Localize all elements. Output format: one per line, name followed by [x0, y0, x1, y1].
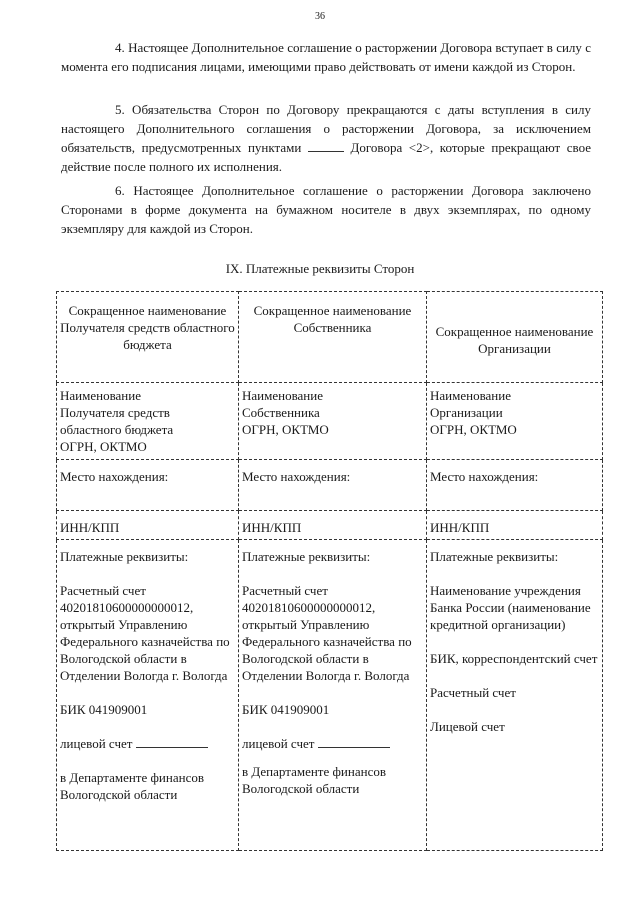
- owner-name-line: ОГРН, ОКТМО: [242, 422, 329, 437]
- recipient-payment-cell: [57, 540, 239, 851]
- owner-name-line: Собственника: [242, 405, 320, 420]
- organization-name-line: Организации: [430, 405, 503, 420]
- owner-payment-cell: [239, 540, 427, 851]
- recipient-place: Место нахождения:: [57, 460, 239, 511]
- organization-personal-account: Лицевой счет: [430, 719, 505, 734]
- clause-5-text-a: 5. Обязательства Сторон по Договору прекращаются с даты вступления в силу настоящего Дополнительного соглашения о расторжении Договора, за исключением обязательств, предусмотренных пунктами: [61, 102, 591, 155]
- payment-label: Платежные реквизиты:: [242, 549, 371, 564]
- clause-4-text: 4. Настоящее Дополнительное соглашение о расторжении Договора вступает в силу с момента его подписания лицами, имеющими право действовать от имени каждой из Сторон.: [61, 40, 591, 74]
- clause-5-text-b: Договора <2>, которые прекращают свое действие после полного их исполнения.: [61, 140, 592, 174]
- recipient-personal-account: [60, 735, 235, 752]
- owner-bik: БИК 041909001: [242, 702, 330, 717]
- payment-label: Платежные реквизиты:: [60, 549, 189, 564]
- recipient-name-line: областного бюджета: [60, 422, 174, 437]
- owner-name-cell: [239, 383, 427, 460]
- personal-account-blank[interactable]: [136, 735, 208, 748]
- recipient-name-line: ОГРН, ОКТМО: [60, 439, 147, 454]
- recipient-name-line: Получателя средств: [60, 405, 170, 420]
- organization-inn: ИНН/КПП: [427, 511, 603, 540]
- organization-name-line: ОГРН, ОКТМО: [430, 422, 517, 437]
- table-row-names: [57, 383, 603, 460]
- personal-account-blank[interactable]: [318, 735, 390, 748]
- recipient-name-line: Наименование: [60, 388, 141, 403]
- organization-name-cell: [427, 383, 603, 460]
- payment-label: Платежные реквизиты:: [430, 549, 559, 564]
- header-owner: Сокращенное наименование Собственника: [239, 292, 427, 383]
- page-number: 36: [315, 11, 325, 22]
- organization-account: Расчетный счет: [430, 685, 516, 700]
- organization-name-line: Наименование: [430, 388, 511, 403]
- owner-place: Место нахождения:: [239, 460, 427, 511]
- recipient-department: в Департаменте финансов Вологодской области: [60, 770, 204, 802]
- clause-6-text: 6. Настоящее Дополнительное соглашение о расторжении Договора заключено Сторонами в форме документа на бумажном носителе в двух экземплярах, по одному экземпляру для каждой из Сторон.: [61, 183, 591, 236]
- clause-4: [61, 38, 591, 76]
- owner-personal-account: [242, 735, 423, 752]
- recipient-inn: ИНН/КПП: [57, 511, 239, 540]
- organization-bik: БИК, корреспондентский счет: [430, 651, 598, 666]
- recipient-account: Расчетный счет 40201810600000000012, открытый Управлению Федерального казначейства по Вологодской области в Отделении Вологда г. Вологда: [60, 583, 230, 683]
- clause-6: [61, 181, 591, 238]
- clause-5: [61, 100, 591, 176]
- owner-account: Расчетный счет 40201810600000000012, открытый Управлению Федерального казначейства по Вологодской области в Отделении Вологда г. Вологда: [242, 583, 412, 683]
- recipient-bik: БИК 041909001: [60, 702, 148, 717]
- section-title: IX. Платежные реквизиты Сторон: [225, 261, 415, 276]
- owner-inn: ИНН/КПП: [239, 511, 427, 540]
- organization-payment-cell: [427, 540, 603, 851]
- table-row-place: [57, 460, 603, 511]
- owner-department: в Департаменте финансов Вологодской области: [242, 764, 386, 796]
- table-row-inn: [57, 511, 603, 540]
- table-row-payment: [57, 540, 603, 851]
- personal-account-label: лицевой счет: [242, 736, 315, 751]
- recipient-name-cell: [57, 383, 239, 460]
- header-organization: Сокращенное наименование Организации: [427, 292, 603, 383]
- payment-details-table: [56, 291, 603, 851]
- header-recipient: Сокращенное наименование Получателя средств областного бюджета: [57, 292, 239, 383]
- organization-place: Место нахождения:: [427, 460, 603, 511]
- clause-5-blank[interactable]: [308, 139, 344, 152]
- organization-bank: Наименование учреждения Банка России (наименование кредитной организации): [430, 583, 591, 632]
- personal-account-label: лицевой счет: [60, 736, 133, 751]
- table-header-row: [57, 292, 603, 383]
- owner-name-line: Наименование: [242, 388, 323, 403]
